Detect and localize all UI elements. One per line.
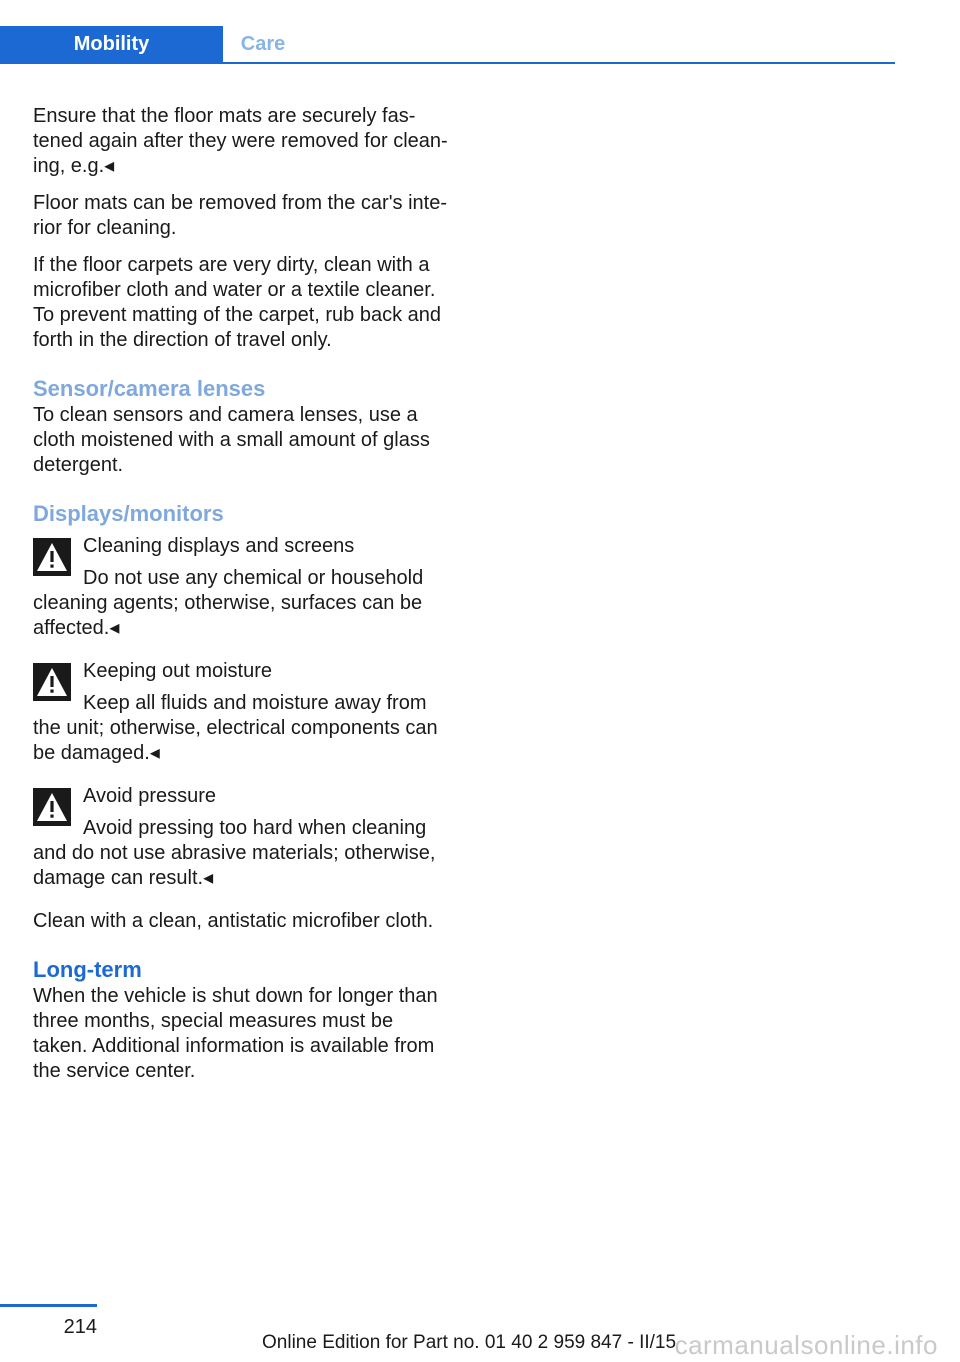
warning-avoid-pressure [33,784,448,891]
warning-cleaning-displays [33,534,448,641]
warning-text: Avoid pressing too hard when cleaning and do not use abrasive materials; otherwise, damage can result.◂ [33,817,436,889]
heading-long-term: Long-term [33,957,142,982]
warning-title: Cleaning displays and screens [83,535,355,557]
heading-sensor-camera-lenses: Sensor/camera lenses [33,376,266,401]
section-tab-bar [0,26,895,64]
warning-triangle-icon [33,538,71,576]
tab-care[interactable]: Care [240,33,286,55]
page-content [33,104,448,1096]
paragraph-floor-mats-fasten: Ensure that the floor mats are securely fastened again after they were removed for cleaning, e.g.◂ [33,105,448,177]
heading-displays-monitors: Displays/monitors [33,501,224,526]
watermark: carmanualsonline.info [674,1330,938,1360]
warning-keeping-out-moisture [33,659,448,766]
page-number: 214 [63,1316,97,1338]
edition-footer: Online Edition for Part no. 01 40 2 959 847 - II/15 [262,1332,677,1353]
warning-text: Keep all fluids and moisture away from the unit; otherwise, electrical components can be damaged.◂ [33,692,438,764]
paragraph-floor-mats-remove: Floor mats can be removed from the car's interior for cleaning. [33,192,447,239]
paragraph-sensor-lenses: To clean sensors and camera lenses, use a cloth moistened with a small amount of glass detergent. [33,404,430,476]
paragraph-floor-carpets: If the floor carpets are very dirty, clean with a microfiber cloth and water or a textile cleaner. To prevent matting of the carpet, rub back and forth in the direction of travel only. [33,254,442,351]
paragraph-antistatic-cloth: Clean with a clean, antistatic microfiber cloth. [33,910,434,932]
warning-triangle-icon [33,663,71,701]
tab-mobility[interactable]: Mobility [0,26,223,62]
warning-text: Do not use any chemical or household cleaning agents; otherwise, surfaces can be affected.◂ [33,567,424,639]
paragraph-long-term: When the vehicle is shut down for longer than three months, special measures must be taken. Additional information is available from the service center. [33,985,438,1082]
page-number-rule [0,1304,97,1307]
warning-triangle-icon [33,788,71,826]
warning-title: Avoid pressure [83,785,217,807]
warning-title: Keeping out moisture [83,660,273,682]
